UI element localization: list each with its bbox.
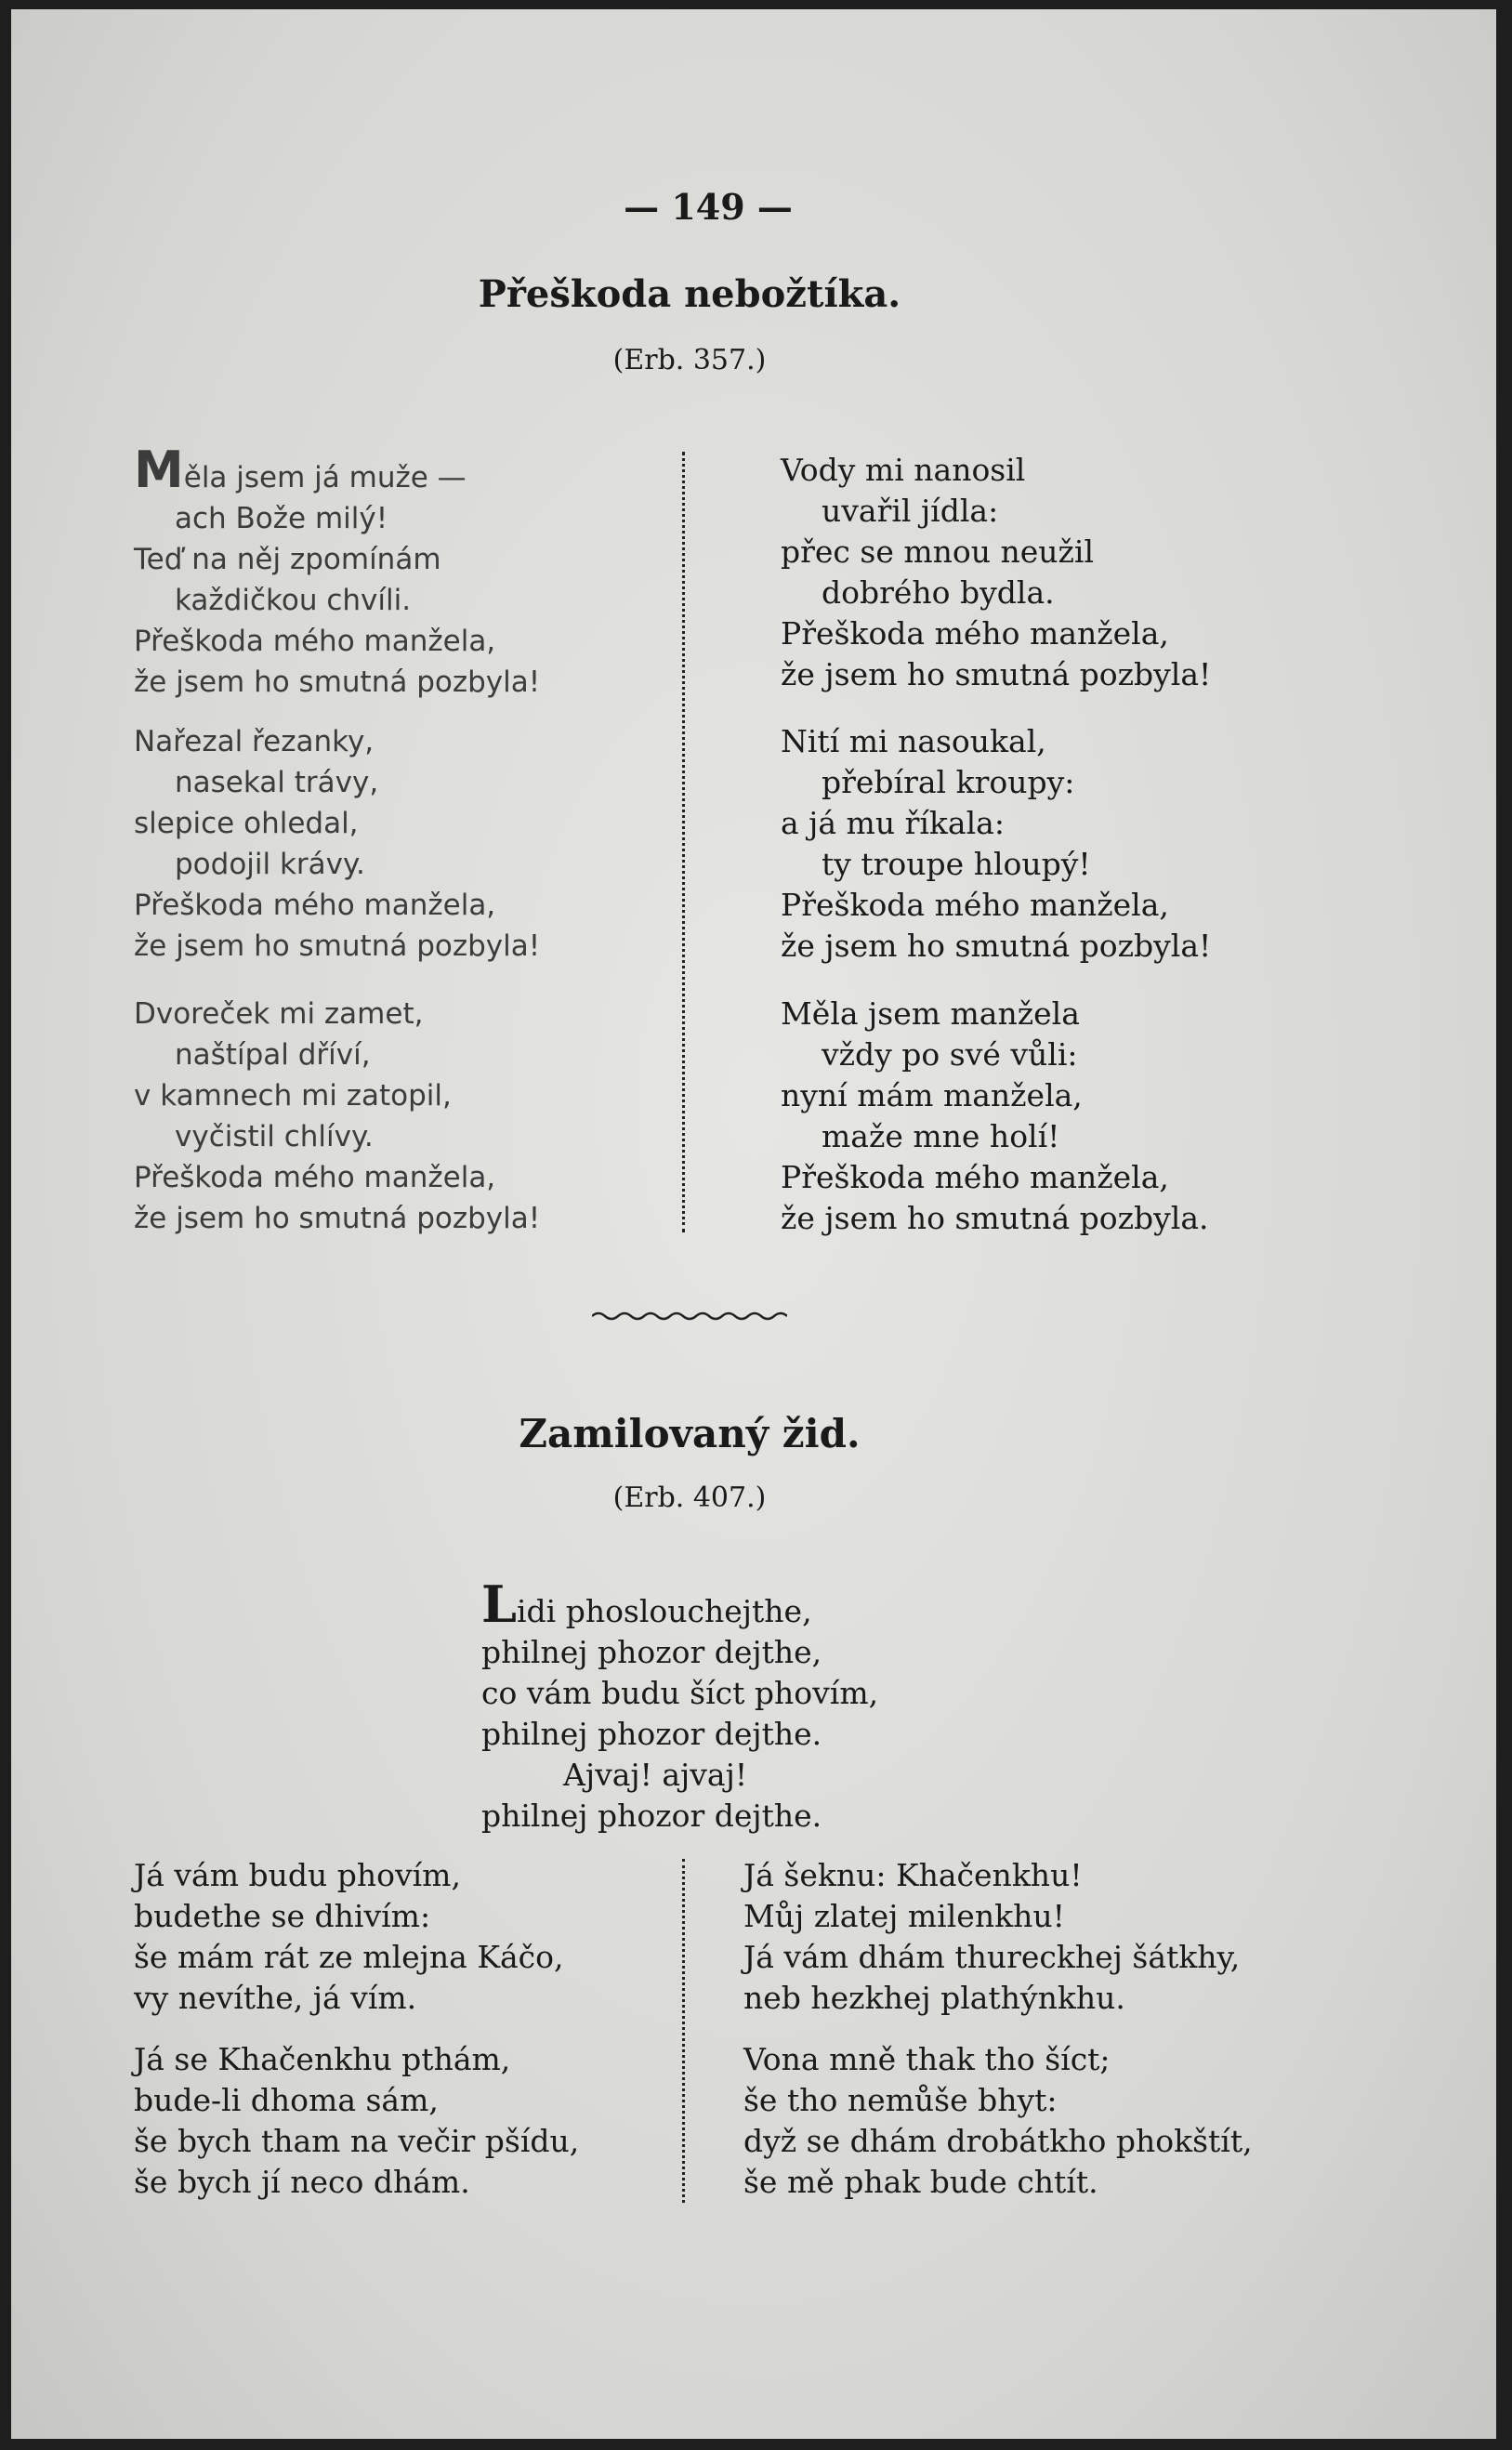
verse-line: uvařil jídla: xyxy=(822,493,999,529)
stanza xyxy=(134,2039,579,2203)
verse-line: maže mne holí! xyxy=(822,1118,1060,1154)
verse-line: dyž se dhám drobátkho phokštít, xyxy=(743,2123,1253,2159)
verse-line: Přeškoda mého manžela, xyxy=(781,1159,1169,1195)
drop-cap: M xyxy=(134,441,184,499)
verse-line: philnej phozor dejthe, xyxy=(481,1634,822,1670)
verse-line: že jsem ho smutná pozbyla! xyxy=(134,665,541,699)
verse-line: Nití mi nasoukal, xyxy=(781,723,1046,759)
stanza xyxy=(134,721,540,967)
page-number: — 149 — xyxy=(624,186,793,228)
stanza xyxy=(781,450,1211,695)
verse-line: v kamnech mi zatopil, xyxy=(134,1079,452,1113)
verse-line: še mě phak bude chtít. xyxy=(743,2164,1098,2200)
verse-line: philnej phozor dejthe. xyxy=(481,1798,822,1834)
verse-line: ty troupe hloupý! xyxy=(822,846,1091,882)
verse-line: Měla jsem já muže — xyxy=(134,441,467,499)
verse-line: ach Bože milý! xyxy=(175,502,388,535)
verse-line: Lidi phoslouchejthe, xyxy=(481,1574,812,1634)
poem-reference: (Erb. 357.) xyxy=(612,344,767,376)
verse-line: Přeškoda mého manžela, xyxy=(134,1161,496,1194)
verse-line: Teď na něj zpomínám xyxy=(134,543,441,576)
verse-line: philnej phozor dejthe. xyxy=(481,1716,822,1752)
verse-line: budethe se dhivím: xyxy=(134,1898,431,1934)
stanza xyxy=(134,441,541,703)
verse-line: neb hezkhej plathýnkhu. xyxy=(743,1980,1125,2016)
verse-line: Já vám dhám thureckhej šátkhy, xyxy=(743,1939,1241,1975)
stanza xyxy=(134,994,540,1239)
verse-line: dobrého bydla. xyxy=(822,574,1055,611)
verse-line: vy nevíthe, já vím. xyxy=(134,1980,417,2016)
verse-line: Já vám budu phovím, xyxy=(134,1857,461,1893)
verse-line: slepice ohledal, xyxy=(134,807,359,840)
column-divider xyxy=(682,452,698,1232)
stanza xyxy=(743,2039,1253,2203)
verse-line: že jsem ho smutná pozbyla! xyxy=(134,1202,541,1235)
verse-line: še bych jí neco dhám. xyxy=(134,2164,470,2200)
verse-line: nasekal trávy, xyxy=(175,766,379,799)
poem-reference: (Erb. 407.) xyxy=(612,1482,767,1514)
stanza xyxy=(743,1855,1240,2019)
poem-title: Přeškoda nebožtíka. xyxy=(478,272,901,316)
verse-line: nyní mám manžela, xyxy=(781,1077,1083,1113)
verse-line: vždy po své vůli: xyxy=(822,1036,1078,1073)
verse-line: še tho nemůše bhyt: xyxy=(743,2082,1058,2118)
verse-line: Přeškoda mého manžela, xyxy=(134,625,496,658)
verse-line: že jsem ho smutná pozbyla! xyxy=(781,656,1212,692)
verse-line: Dvoreček mi zamet, xyxy=(134,997,424,1031)
verse-line: Vody mi nanosil xyxy=(781,452,1026,488)
verse-line: vyčistil chlívy. xyxy=(175,1120,374,1153)
verse-line: každičkou chvíli. xyxy=(175,584,412,617)
verse-line: Můj zlatej milenkhu! xyxy=(743,1898,1065,1934)
poem-title: Zamilovaný žid. xyxy=(519,1411,861,1456)
verse-line: Přeškoda mého manžela, xyxy=(134,889,496,922)
verse-line: že jsem ho smutná pozbyla! xyxy=(134,929,541,963)
verse-line: že jsem ho smutná pozbyla! xyxy=(781,928,1212,964)
verse-line: Měla jsem manžela xyxy=(781,995,1080,1032)
column-divider xyxy=(682,1859,698,2203)
verse-line: Já šeknu: Khačenkhu! xyxy=(743,1857,1083,1893)
verse-line: Já se Khačenkhu pthám, xyxy=(134,2041,511,2077)
verse-line: še mám rát ze mlejna Káčo, xyxy=(134,1939,564,1975)
stanza xyxy=(781,994,1209,1239)
drop-cap: L xyxy=(481,1574,517,1634)
book-page xyxy=(11,9,1496,2439)
verse-line: Ajvaj! ajvaj! xyxy=(563,1757,748,1793)
verse-line: Přeškoda mého manžela, xyxy=(781,615,1169,652)
verse-line: Přeškoda mého manžela, xyxy=(781,887,1169,923)
verse-line: podojil krávy. xyxy=(175,848,365,881)
verse-line: Vona mně thak tho šíct; xyxy=(743,2041,1111,2077)
verse-line: še bych tham na večir pšídu, xyxy=(134,2123,580,2159)
verse-line: a já mu říkala: xyxy=(781,805,1005,841)
stanza xyxy=(134,1855,564,2019)
verse-line: Nařezal řezanky, xyxy=(134,725,375,758)
verse-line: přebíral kroupy: xyxy=(822,764,1075,800)
wavy-rule xyxy=(592,1311,787,1322)
verse-line: že jsem ho smutná pozbyla. xyxy=(781,1200,1209,1236)
verse-line: naštípal dříví, xyxy=(175,1038,371,1072)
verse-line: co vám budu šíct phovím, xyxy=(481,1675,879,1711)
verse-line: přec se mnou neužil xyxy=(781,533,1095,570)
verse-line: bude-li dhoma sám, xyxy=(134,2082,439,2118)
intro-stanza xyxy=(481,1574,879,1837)
stanza xyxy=(781,721,1211,967)
